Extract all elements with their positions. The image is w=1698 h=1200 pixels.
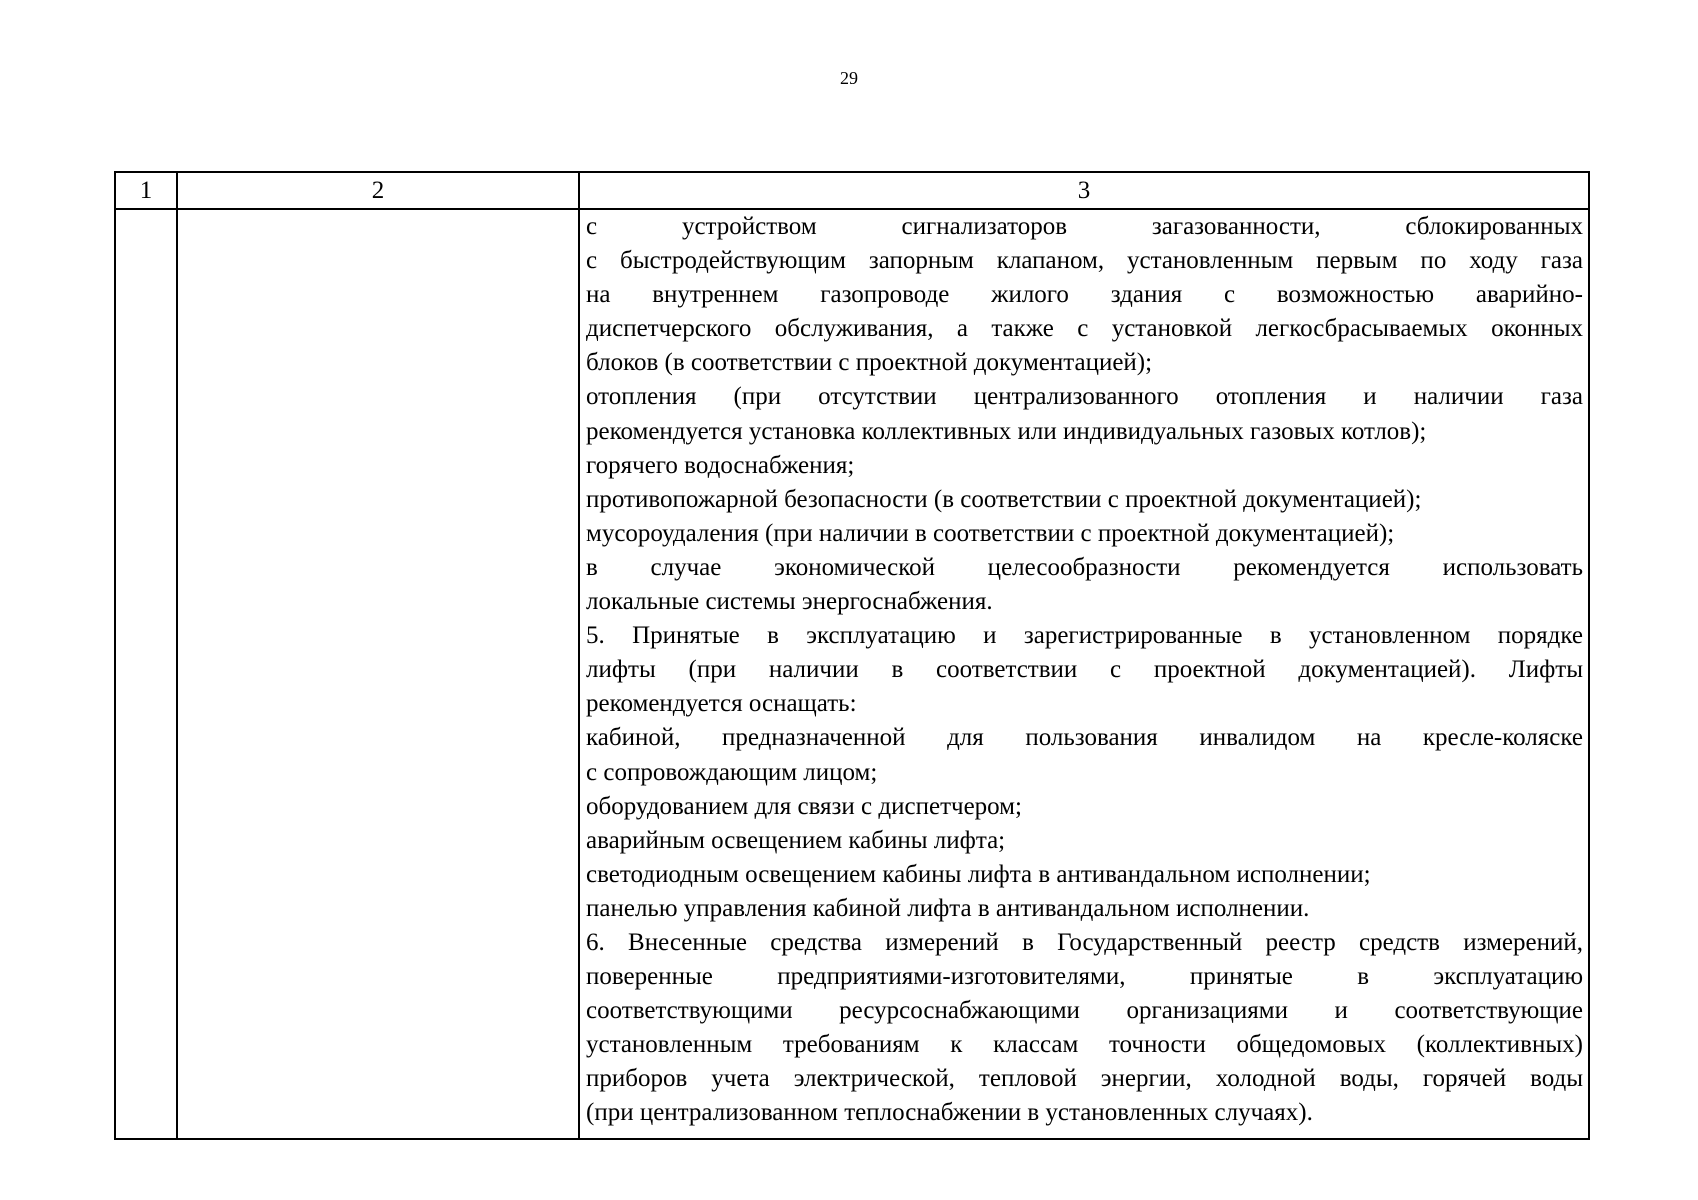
content-line: горячего водоснабжения; <box>586 451 855 479</box>
content-line: поверенные предприятиями-изготовителями, принятые в эксплуатацию <box>586 963 1583 991</box>
content-line: оборудованием для связи с диспетчером; <box>586 792 1022 820</box>
table-header-row <box>115 172 1589 209</box>
table-cell-col2 <box>177 209 579 1139</box>
content-line: с быстродействующим запорным клапаном, установленным первым по ходу газа <box>586 247 1583 275</box>
content-line: локальные системы энергоснабжения. <box>586 588 993 616</box>
content-line: на внутреннем газопроводе жилого здания с возможностью аварийно- <box>586 281 1583 309</box>
document-table <box>114 171 1590 1140</box>
content-line: 5. Принятые в эксплуатацию и зарегистрированные в установленном порядке <box>586 622 1583 650</box>
content-line: панелью управления кабиной лифта в антивандальном исполнении. <box>586 894 1310 922</box>
content-line: в случае экономической целесообразности рекомендуется использовать <box>586 553 1583 581</box>
content-line: светодиодным освещением кабины лифта в антивандальном исполнении; <box>586 860 1371 888</box>
content-line: установленным требованиям к классам точности общедомовых (коллективных) <box>586 1031 1583 1059</box>
content-line: с сопровождающим лицом; <box>586 758 878 786</box>
content-line: с устройством сигнализаторов загазованности, сблокированных <box>586 213 1583 240</box>
table-cell-col3 <box>579 209 1589 1139</box>
content-line: рекомендуется установка коллективных или индивидуальных газовых котлов); <box>586 417 1427 445</box>
header-cell-col3: 3 <box>579 172 1589 209</box>
content-line: противопожарной безопасности (в соответствии с проектной документацией); <box>586 485 1422 513</box>
content-line: лифты (при наличии в соответствии с проектной документацией). Лифты <box>586 656 1583 684</box>
table-cell-col1 <box>115 209 177 1139</box>
header-cell-col1: 1 <box>115 172 177 209</box>
header-cell-col2: 2 <box>177 172 579 209</box>
content-line: диспетчерского обслуживания, а также с установкой легкосбрасываемых оконных <box>586 315 1583 343</box>
content-line: блоков (в соответствии с проектной документацией); <box>586 349 1153 377</box>
content-line: рекомендуется оснащать: <box>586 690 857 718</box>
content-line: отопления (при отсутствии централизованного отопления и наличии газа <box>586 383 1583 411</box>
content-line: 6. Внесенные средства измерений в Государственный реестр средств измерений, <box>586 928 1583 956</box>
content-line: (при централизованном теплоснабжении в установленных случаях). <box>586 1099 1313 1127</box>
content-line: аварийным освещением кабины лифта; <box>586 826 1006 854</box>
content-line: кабиной, предназначенной для пользования инвалидом на кресле-коляске <box>586 724 1583 752</box>
content-line: мусороудаления (при наличии в соответствии с проектной документацией); <box>586 519 1395 547</box>
content-line: приборов учета электрической, тепловой энергии, холодной воды, горячей воды <box>586 1065 1583 1093</box>
page-number: 29 <box>840 68 858 88</box>
content-line: соответствующими ресурсоснабжающими организациями и соответствующие <box>586 997 1583 1025</box>
table-row <box>115 209 1589 1139</box>
